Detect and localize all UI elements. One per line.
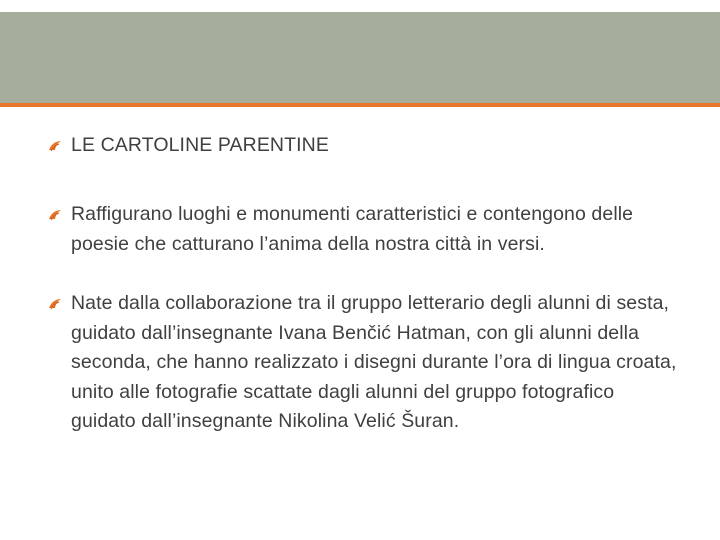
bullet-item-collaboration bbox=[48, 289, 684, 437]
wing-bullet-icon bbox=[48, 209, 62, 221]
wing-bullet-icon bbox=[48, 298, 62, 310]
accent-line bbox=[0, 103, 720, 107]
wing-bullet-icon bbox=[48, 140, 62, 152]
bullet-item-title bbox=[48, 131, 684, 161]
bullet-text: Nate dalla collaborazione tra il gruppo letterario degli alunni di sesta, guidato dall’insegnante Ivana Benčić Hatman, con gli alunni della seconda, che hanno realizzato i disegni durante l’ora di lingua croata, unito alle fotografie scattate dagli alunni del gruppo fotografico guidato dall’insegnante Nikolina Velić Šuran. bbox=[71, 292, 677, 432]
bullet-text: LE CARTOLINE PARENTINE bbox=[71, 134, 329, 156]
bullet-item-description bbox=[48, 200, 684, 259]
header-band bbox=[0, 12, 720, 103]
bullet-text: Raffigurano luoghi e monumenti caratteristici e contengono delle poesie che catturano l’anima della nostra città in versi. bbox=[71, 203, 634, 255]
